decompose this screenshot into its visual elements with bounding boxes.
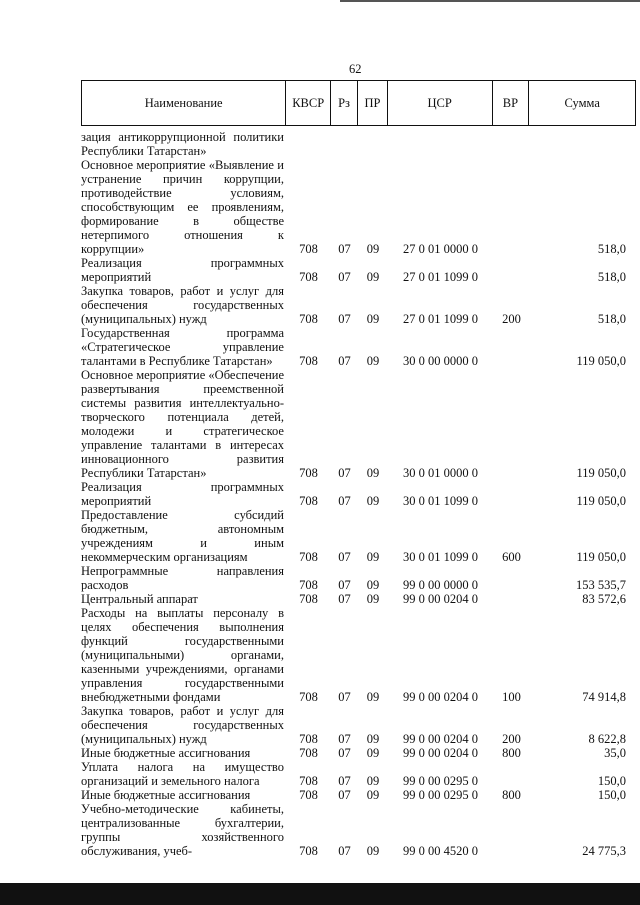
- row-csr: 27 0 01 1099 0: [403, 312, 478, 326]
- row-rz: 07: [338, 788, 351, 802]
- row-rz: 07: [338, 494, 351, 508]
- row-name: Иные бюджетные ассигнования: [81, 746, 251, 760]
- row-sum: 150,0: [597, 774, 626, 788]
- row-pr: 09: [366, 270, 380, 284]
- table-row: [81, 760, 636, 788]
- row-vr: [493, 480, 530, 508]
- row-csr: 99 0 00 0204 0: [403, 592, 478, 606]
- row-name: Уплата налога на имущество организаций и земельного налога: [81, 760, 284, 788]
- table-row: [81, 704, 636, 746]
- row-pr: 09: [366, 550, 380, 564]
- row-vr: 200: [502, 312, 521, 326]
- row-rz: 07: [338, 746, 351, 760]
- row-rz: [331, 130, 358, 158]
- table-row: [81, 606, 636, 704]
- row-csr: 99 0 00 0000 0: [403, 578, 478, 592]
- row-csr: 99 0 00 0295 0: [403, 774, 478, 788]
- row-csr: 30 0 01 1099 0: [403, 494, 478, 508]
- row-pr: 09: [366, 774, 380, 788]
- row-name: Закупка товаров, работ и услуг для обеспечения государственных (муниципальных) нужд: [81, 704, 284, 746]
- row-sum: 518,0: [597, 270, 626, 284]
- row-rz: 07: [338, 466, 351, 480]
- row-rz: 07: [338, 732, 351, 746]
- row-csr: 30 0 01 1099 0: [403, 550, 478, 564]
- table-row: [81, 284, 636, 326]
- table-row: [81, 326, 636, 368]
- row-name: Государственная программа «Стратегическое управление талантами в Республике Татарстан»: [81, 326, 284, 368]
- row-name: Центральный аппарат: [81, 592, 198, 606]
- table-row: [81, 564, 636, 592]
- row-csr: 99 0 00 0204 0: [403, 732, 478, 746]
- row-rz: 07: [338, 844, 351, 858]
- row-rz: 07: [338, 550, 351, 564]
- row-rz: 07: [338, 578, 351, 592]
- row-sum: 8 622,8: [588, 732, 626, 746]
- row-rz: 07: [338, 242, 351, 256]
- table-row: [81, 480, 636, 508]
- row-csr: 99 0 00 0204 0: [403, 746, 478, 760]
- row-csr: 27 0 01 1099 0: [403, 270, 478, 284]
- row-pr: 09: [366, 844, 380, 858]
- row-kvsr: 708: [299, 746, 318, 760]
- row-sum: 83 572,6: [582, 592, 626, 606]
- row-kvsr: 708: [299, 788, 318, 802]
- row-csr: 27 0 01 0000 0: [403, 242, 478, 256]
- row-sum: 518,0: [597, 312, 626, 326]
- row-name: Учебно-методические кабинеты, централизованные бухгалтерии, группы хозяйственного обслуживания, учеб-: [81, 802, 284, 858]
- row-sum: 119 050,0: [576, 550, 626, 564]
- row-pr: 09: [366, 788, 380, 802]
- header-name: Наименование: [82, 81, 286, 125]
- row-rz: 07: [338, 592, 351, 606]
- row-vr: [493, 760, 530, 788]
- row-kvsr: 708: [299, 774, 318, 788]
- row-vr: 800: [502, 746, 521, 760]
- row-csr: 30 0 01 0000 0: [403, 466, 478, 480]
- table-row: [81, 130, 636, 158]
- table-row: [81, 256, 636, 284]
- row-sum: 119 050,0: [576, 354, 626, 368]
- header-vr: ВР: [493, 81, 530, 125]
- row-kvsr: 708: [299, 690, 318, 704]
- table-row: [81, 788, 636, 802]
- header-rz: Рз: [331, 81, 358, 125]
- row-pr: 09: [366, 312, 380, 326]
- row-csr: 30 0 00 0000 0: [403, 354, 478, 368]
- header-kvsr: КВСР: [286, 81, 331, 125]
- row-kvsr: 708: [299, 466, 318, 480]
- row-kvsr: 708: [299, 270, 318, 284]
- row-sum: 518,0: [597, 242, 626, 256]
- row-name: Реализация программных мероприятий: [81, 480, 284, 508]
- row-vr: 100: [502, 690, 521, 704]
- table-body: [81, 130, 636, 858]
- row-kvsr: 708: [299, 354, 318, 368]
- header-pr: ПР: [358, 81, 388, 125]
- row-name: Реализация программных мероприятий: [81, 256, 284, 284]
- row-kvsr: 708: [299, 550, 318, 564]
- table-row: [81, 158, 636, 256]
- row-kvsr: 708: [299, 592, 318, 606]
- row-vr: [493, 564, 530, 592]
- row-name: зация антикоррупционной политики Республики Татарстан»: [81, 130, 284, 158]
- table-header: [81, 80, 636, 126]
- scan-bottom-edge: [0, 883, 640, 905]
- row-pr: 09: [366, 242, 380, 256]
- row-vr: 200: [502, 732, 521, 746]
- row-sum: [530, 130, 636, 158]
- row-sum: 119 050,0: [576, 494, 626, 508]
- row-name: Закупка товаров, работ и услуг для обеспечения государственных (муниципальных) нужд: [81, 284, 284, 326]
- row-kvsr: 708: [299, 242, 318, 256]
- row-pr: 09: [366, 746, 380, 760]
- row-csr: 99 0 00 4520 0: [403, 844, 478, 858]
- row-rz: 07: [338, 312, 351, 326]
- row-pr: 09: [366, 732, 380, 746]
- table-row: [81, 746, 636, 760]
- row-sum: 74 914,8: [582, 690, 626, 704]
- page-number: 62: [349, 62, 362, 76]
- row-name: Предоставление субсидий бюджетным, автономным учреждениям и иным некоммерческим организациям: [81, 508, 284, 564]
- row-sum: 119 050,0: [576, 466, 626, 480]
- row-vr: 800: [502, 788, 521, 802]
- row-rz: 07: [338, 354, 351, 368]
- row-name: Основное мероприятие «Выявление и устранение причин коррупции, противодействие условиям, способствующим ее проявлениям, формирование в обществе нетерпимого отношения к коррупции»: [81, 158, 284, 256]
- table-row: [81, 592, 636, 606]
- row-sum: 24 775,3: [582, 844, 626, 858]
- table-row: [81, 508, 636, 564]
- row-vr: [493, 130, 530, 158]
- row-name: Расходы на выплаты персоналу в целях обеспечения выполнения функций государственными (муниципальными) органами, казенными учреждениями, органами управления государственными внебюджетными фондами: [81, 606, 284, 704]
- row-rz: 07: [338, 690, 351, 704]
- row-vr: [493, 592, 530, 606]
- row-kvsr: 708: [299, 578, 318, 592]
- row-pr: 09: [366, 578, 380, 592]
- row-kvsr: 708: [299, 312, 318, 326]
- row-csr: 99 0 00 0295 0: [403, 788, 478, 802]
- row-pr: [358, 130, 388, 158]
- row-vr: [493, 802, 530, 858]
- table-row: [81, 368, 636, 480]
- row-csr: 99 0 00 0204 0: [403, 690, 478, 704]
- row-sum: 150,0: [597, 788, 626, 802]
- row-name: Основное мероприятие «Обеспечение развертывания преемственной системы развития интеллектуально-творческого потенциала детей, молодежи и стратегическое управление талантами в интересах инновационного развития Республики Татарстан»: [81, 368, 284, 480]
- row-kvsr: [286, 130, 331, 158]
- header-csr: ЦСР: [388, 81, 493, 125]
- row-pr: 09: [366, 592, 380, 606]
- header-sum: Сумма: [564, 95, 600, 110]
- row-kvsr: 708: [299, 732, 318, 746]
- row-vr: 600: [502, 550, 521, 564]
- table-row: [81, 802, 636, 858]
- row-sum: 153 535,7: [576, 578, 626, 592]
- row-sum: 35,0: [604, 746, 626, 760]
- row-name: Непрограммные направления расходов: [81, 564, 284, 592]
- row-kvsr: 708: [299, 844, 318, 858]
- row-name: Иные бюджетные ассигнования: [81, 788, 251, 802]
- row-kvsr: 708: [299, 494, 318, 508]
- row-pr: 09: [366, 466, 380, 480]
- row-csr: [388, 130, 493, 158]
- row-rz: 07: [338, 270, 351, 284]
- row-vr: [493, 256, 530, 284]
- row-vr: [493, 368, 530, 480]
- row-vr: [493, 326, 530, 368]
- row-rz: 07: [338, 774, 351, 788]
- row-vr: [493, 158, 530, 256]
- row-pr: 09: [366, 494, 380, 508]
- row-pr: 09: [366, 690, 380, 704]
- scan-top-edge-mark: [340, 0, 640, 7]
- row-pr: 09: [366, 354, 380, 368]
